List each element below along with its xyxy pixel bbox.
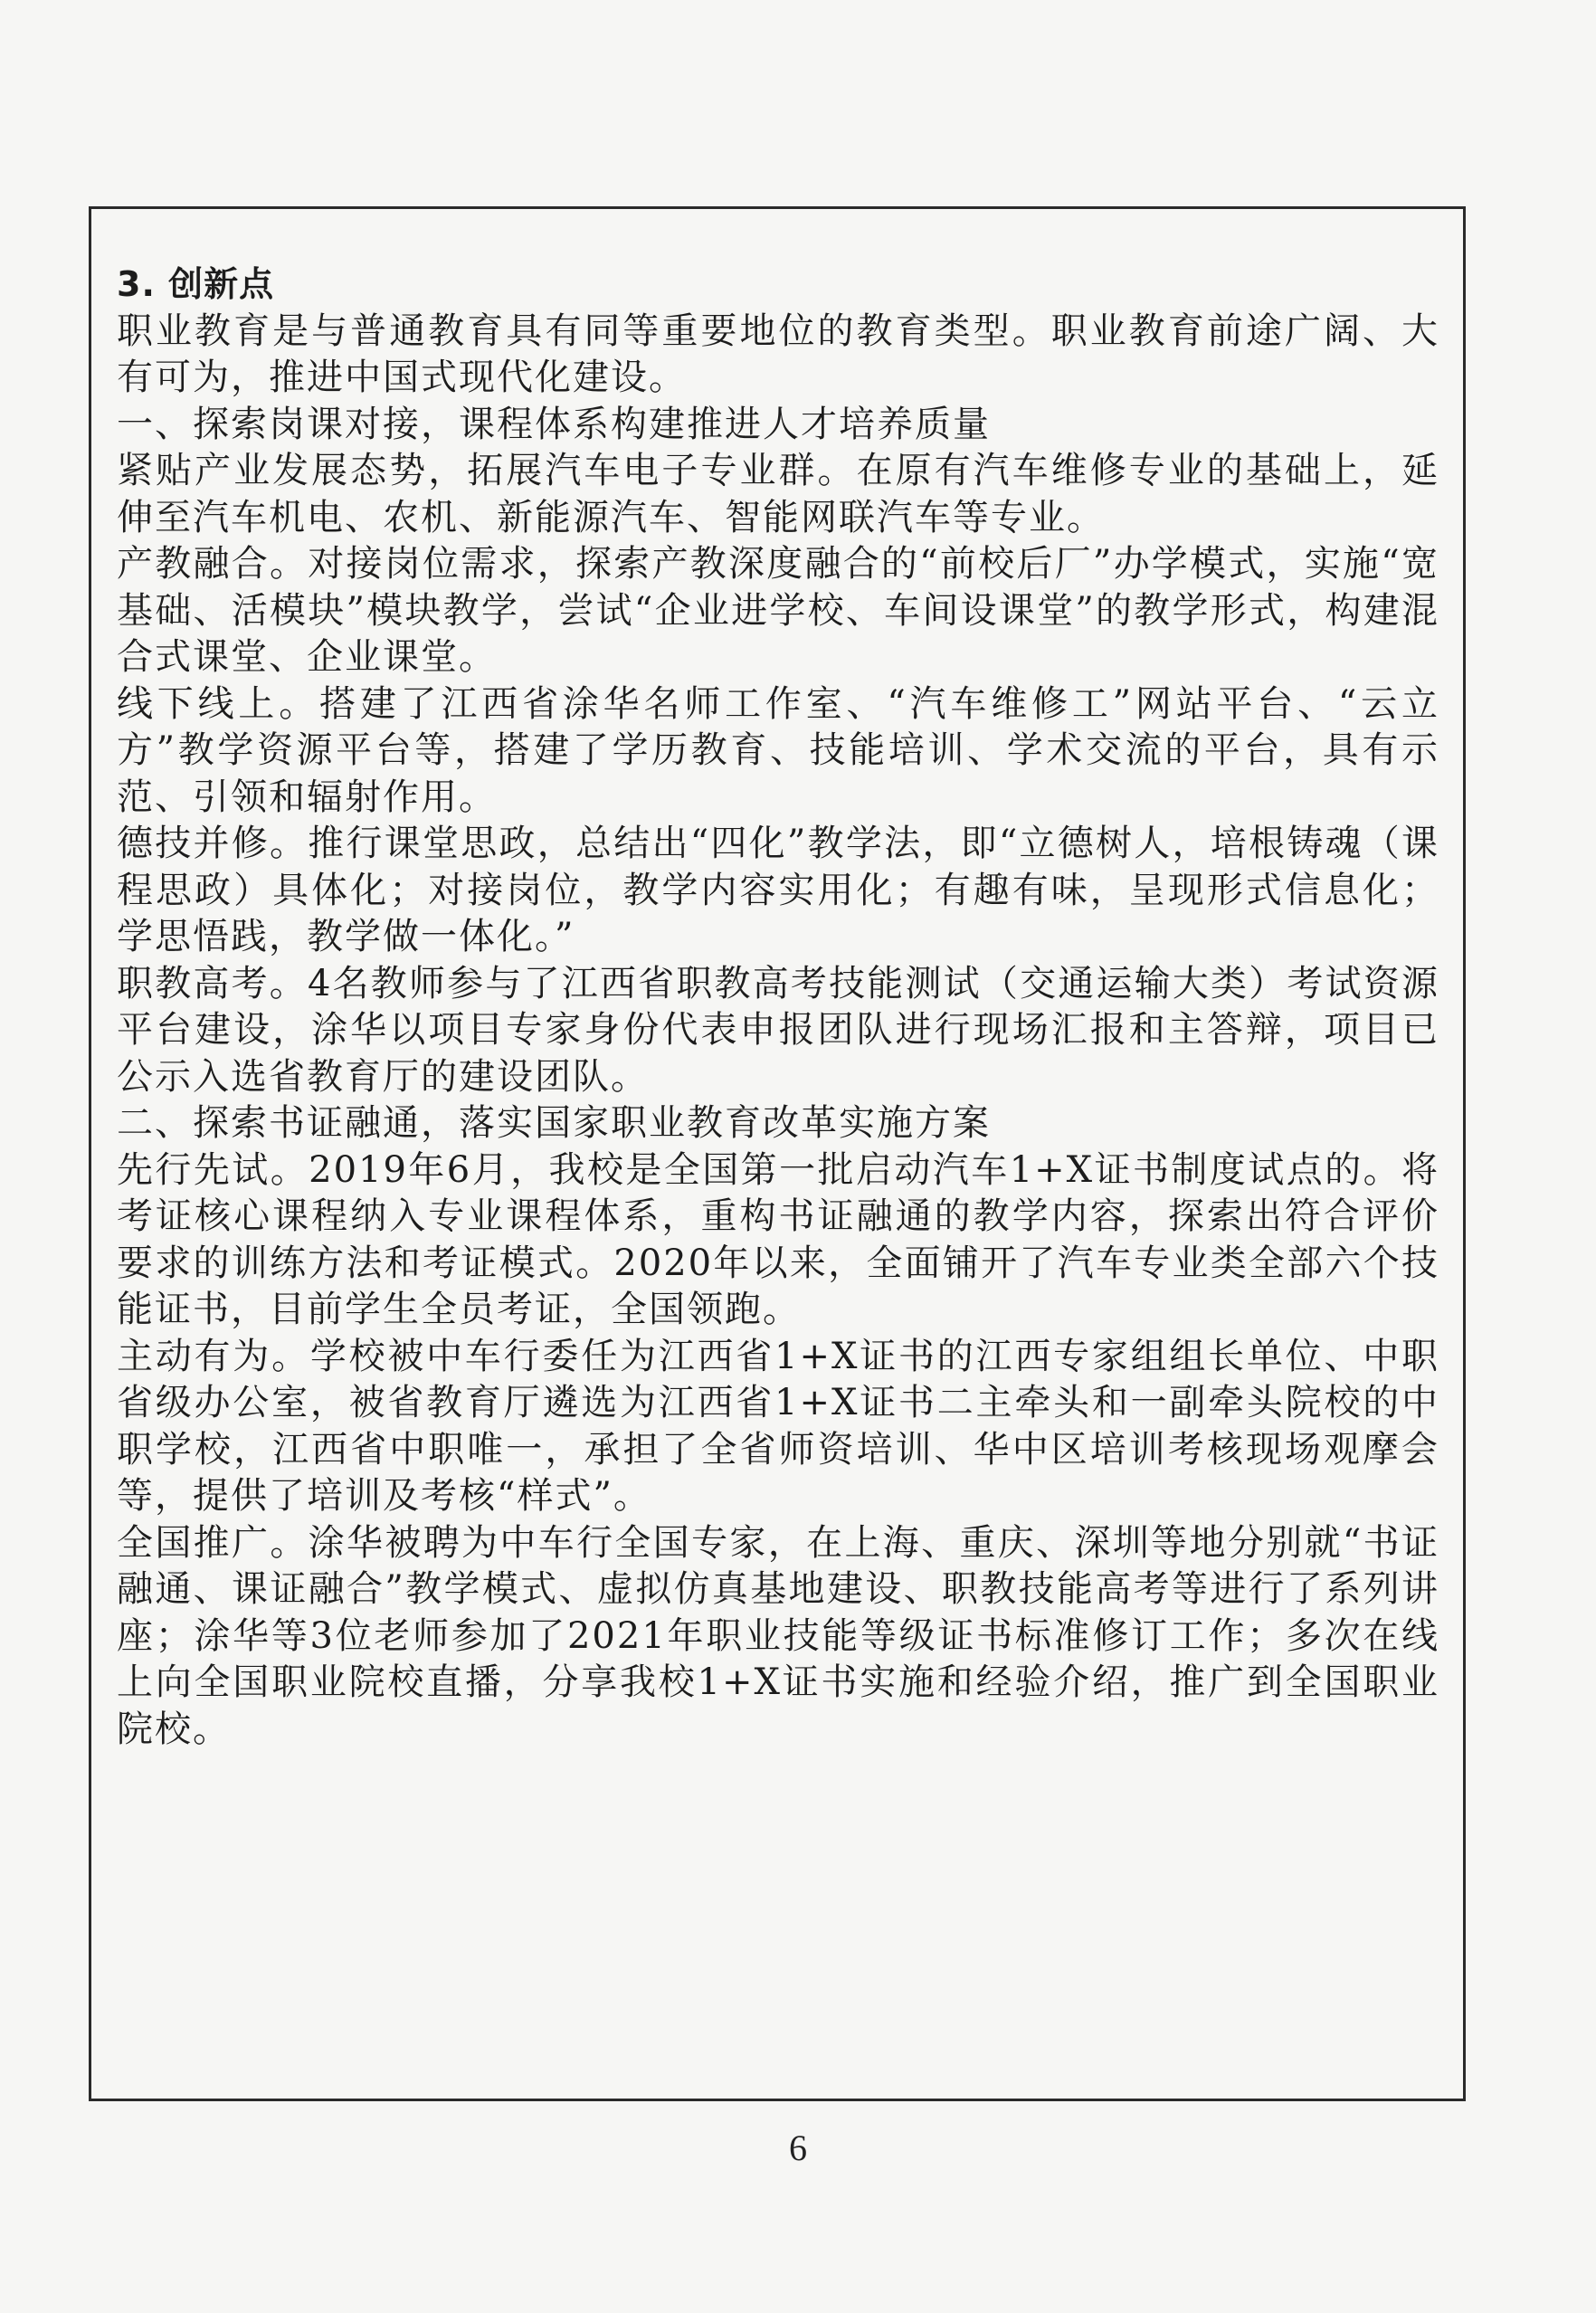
content-frame [89,206,1466,2101]
content-body [117,262,1439,1753]
paragraph-promotion: 全国推广。涂华被聘为中车行全国专家，在上海、重庆、深圳等地分别就“书证融通、课证融合”教学模式、虚拟仿真基地建设、职教技能高考等进行了系列讲座；涂华等3位老师参加了2021年职业技能等级证书标准修订工作；多次在线上向全国职业院校直播，分享我校1+X证书实施和经验介绍，推广到全国职业院校。 [117,1521,1439,1750]
page-number: 6 [789,2127,807,2168]
paragraph-morality-skill: 德技并修。推行课堂思政，总结出“四化”教学法，即“立德树人，培根铸魂（课程思政）具体化；对接岗位，教学内容实用化；有趣有味，呈现形式信息化；学思悟践，教学做一体化。” [117,823,1439,957]
paragraph-intro: 职业教育是与普通教育具有同等重要地位的教育类型。职业教育前途广阔、大有可为，推进中国式现代化建设。 [117,309,1439,398]
paragraph-industry: 紧贴产业发展态势，拓展汽车电子专业群。在原有汽车维修专业的基础上，延伸至汽车机电、农机、新能源汽车、智能网联汽车等专业。 [117,450,1439,538]
paragraph-pilot: 先行先试。2019年6月，我校是全国第一批启动汽车1+X证书制度试点的。将考证核心课程纳入专业课程体系，重构书证融通的教学内容，探索出符合评价要求的训练方法和考证模式。2020年以来，全面铺开了汽车专业类全部六个技能证书，目前学生全员考证，全国领跑。 [117,1148,1439,1330]
paragraph-integration: 产教融合。对接岗位需求，探索产教深度融合的“前校后厂”办学模式，实施“宽基础、活模块”模块教学，尝试“企业进学校、车间设课堂”的教学形式，构建混合式课堂、企业课堂。 [117,543,1439,678]
paragraph-online-offline: 线下线上。搭建了江西省涂华名师工作室、“汽车维修工”网站平台、“云立方”教学资源平台等，搭建了学历教育、技能培训、学术交流的平台，具有示范、引领和辐射作用。 [117,682,1439,818]
section-heading: 3. 创新点 [117,264,275,304]
paragraph-proactive: 主动有为。学校被中车行委任为江西省1+X证书的江西专家组组长单位、中职省级办公室，被省教育厅遴选为江西省1+X证书二主牵头和一副牵头院校的中职学校，江西省中职唯一，承担了全省师资培训、华中区培训考核现场观摩会等，提供了培训及考核“样式”。 [117,1335,1439,1517]
subheading-1: 一、探索岗课对接，课程体系构建推进人才培养质量 [117,403,991,445]
subheading-2: 二、探索书证融通，落实国家职业教育改革实施方案 [117,1102,991,1144]
paragraph-vocational-exam: 职教高考。4名教师参与了江西省职教高考技能测试（交通运输大类）考试资源平台建设，涂华以项目专家身份代表申报团队进行现场汇报和主答辩，项目已公示入选省教育厅的建设团队。 [117,962,1439,1098]
